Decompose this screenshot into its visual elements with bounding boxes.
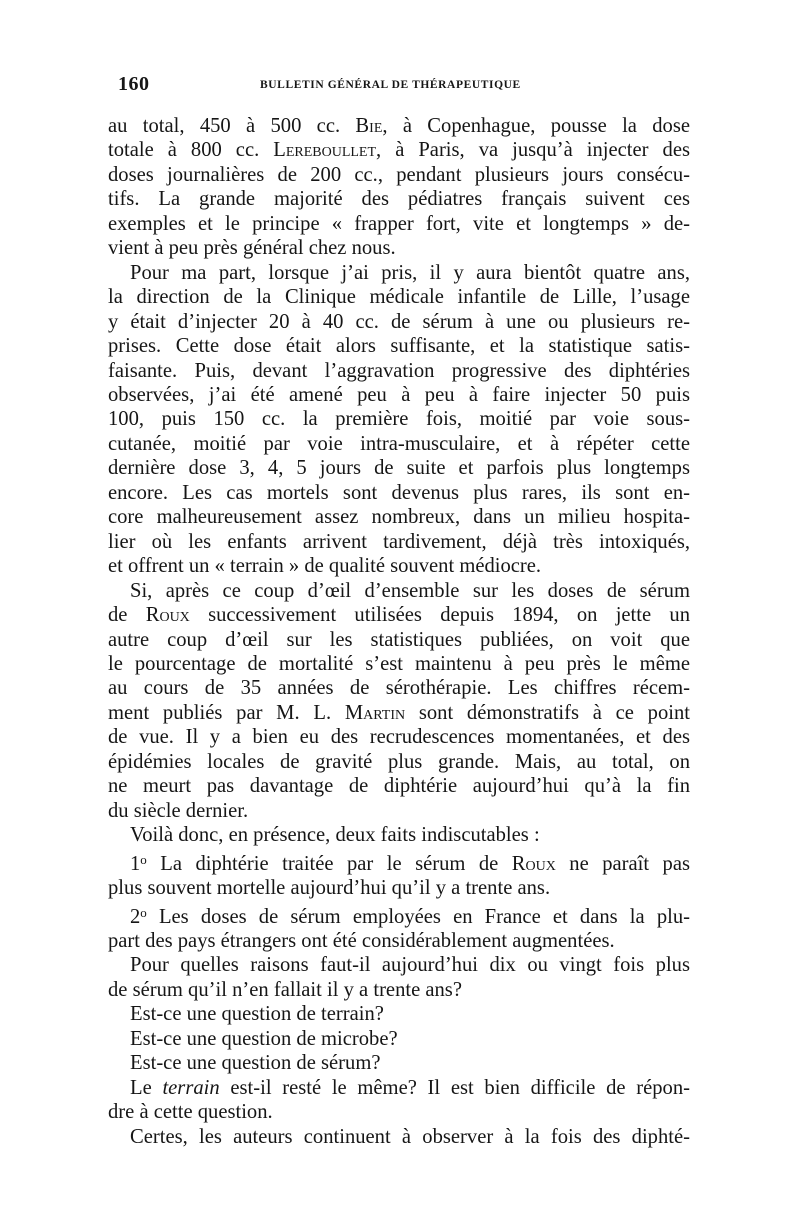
text-line xyxy=(108,138,690,162)
text-line: du siècle dernier. xyxy=(108,799,249,822)
text-line: le pourcentage de mortalité s’est maintenu à peu près le même xyxy=(108,652,690,675)
text-span: Les doses de sérum employées en France et dans la plu- xyxy=(146,905,690,928)
text-line: la direction de la Clinique médicale infantile de Lille, l’usage xyxy=(108,286,690,309)
text-span: totale à 800 cc. xyxy=(108,139,274,162)
author-name: Lereboullet xyxy=(273,139,377,162)
text-line: Pour ma part, lorsque j’ai pris, il y aura bientôt quatre ans, xyxy=(130,261,690,284)
text-span: La diphtérie traitée par le sérum de xyxy=(146,852,512,875)
text-span: , à Paris, va jusqu’à injecter des xyxy=(376,139,690,162)
text-line: autre coup d’œil sur les statistiques publiées, on voit que xyxy=(108,628,690,651)
text-line xyxy=(108,901,690,929)
text-line: épidémies locales de gravité plus grande. Mais, au total, on xyxy=(108,750,690,773)
text-line: y était d’injecter 20 à 40 cc. de sérum à une ou plusieurs re- xyxy=(108,310,690,333)
text-span: de xyxy=(108,604,146,627)
text-line: observées, j’ai été amené peu à peu à faire injecter 50 puis xyxy=(108,383,690,406)
text-line: tifs. La grande majorité des pédiatres français suivent ces xyxy=(108,188,690,211)
text-line: encore. Les cas mortels sont devenus plus rares, ils sont en- xyxy=(108,481,690,504)
text-span: ne paraît pas xyxy=(555,852,690,875)
text-line: 100, puis 150 cc. la première fois, moitié par voie sous- xyxy=(108,408,690,431)
text-line: Est-ce une question de sérum? xyxy=(130,1052,381,1075)
author-name: Roux xyxy=(511,852,556,875)
text-span: au total, 450 à 500 cc. xyxy=(108,115,356,137)
text-line xyxy=(108,701,690,725)
text-line: lier où les enfants arrivent tardivement, déjà très intoxiqués, xyxy=(108,530,690,553)
text-line: exemples et le principe « frapper fort, vite et longtemps » de- xyxy=(108,212,690,235)
text-span: est-il resté le même? Il est bien difficile de répon- xyxy=(219,1076,690,1099)
text-line xyxy=(108,603,690,627)
running-head xyxy=(118,73,698,101)
body-text xyxy=(108,114,690,1149)
list-number: 1 xyxy=(130,852,141,875)
author-name: Roux xyxy=(145,604,190,627)
text-line: de sérum qu’il n’en fallait il y a trente ans? xyxy=(108,978,462,1001)
emphasis-word: terrain xyxy=(162,1076,220,1099)
text-line: au cours de 35 années de sérothérapie. Les chiffres récem- xyxy=(108,677,690,700)
author-name: Bie xyxy=(355,115,383,137)
text-line: Si, après ce coup d’œil d’ensemble sur les doses de sérum xyxy=(130,579,690,602)
text-span: ment publiés par M. L. xyxy=(108,701,345,724)
text-line: doses journalières de 200 cc., pendant plusieurs jours consécu- xyxy=(108,163,690,186)
text-line: faisante. Puis, devant l’aggravation progressive des diphtéries xyxy=(108,359,690,382)
text-line xyxy=(108,848,690,876)
page-number: 160 xyxy=(118,73,150,95)
text-line: vient à peu près général chez nous. xyxy=(108,237,396,260)
ordinal-mark: o xyxy=(140,851,147,867)
text-span: , à Copenhague, pousse la dose xyxy=(382,115,690,137)
text-span: successivement utilisées depuis 1894, on jette un xyxy=(189,604,690,627)
text-line: Est-ce une question de terrain? xyxy=(130,1003,384,1026)
text-line: part des pays étrangers ont été considérablement augmentées. xyxy=(108,929,615,952)
text-span: Le xyxy=(130,1076,163,1099)
text-line: Voilà donc, en présence, deux faits indiscutables : xyxy=(130,824,540,847)
text-line: plus souvent mortelle aujourd’hui qu’il y a trente ans. xyxy=(108,877,551,900)
text-line: Pour quelles raisons faut-il aujourd’hui dix ou vingt fois plus xyxy=(130,954,690,977)
journal-title: BULLETIN GÉNÉRAL DE THÉRAPEUTIQUE xyxy=(260,79,521,91)
text-span: sont démonstratifs à ce point xyxy=(405,701,690,724)
text-line xyxy=(108,1076,690,1100)
text-line: ne meurt pas davantage de diphtérie aujourd’hui qu’à la fin xyxy=(108,775,690,798)
list-number: 2 xyxy=(130,905,141,928)
text-line: Est-ce une question de microbe? xyxy=(130,1027,398,1050)
text-line: core malheureusement assez nombreux, dans un milieu hospita- xyxy=(108,506,690,529)
text-line: Certes, les auteurs continuent à observer à la fois des diphté- xyxy=(130,1125,690,1148)
text-line: dre à cette question. xyxy=(108,1101,273,1124)
text-line: dernière dose 3, 4, 5 jours de suite et parfois plus longtemps xyxy=(108,457,690,480)
ordinal-mark: o xyxy=(140,904,147,920)
text-line: et offrent un « terrain » de qualité souvent médiocre. xyxy=(108,555,542,578)
text-line xyxy=(108,114,690,138)
text-line: de vue. Il y a bien eu des recrudescences momentanées, et des xyxy=(108,726,690,749)
author-name: Martin xyxy=(344,701,406,724)
text-line: cutanée, moitié par voie intra-musculaire, et à répéter cette xyxy=(108,432,690,455)
text-line: prises. Cette dose était alors suffisante, et la statistique satis- xyxy=(108,335,690,358)
